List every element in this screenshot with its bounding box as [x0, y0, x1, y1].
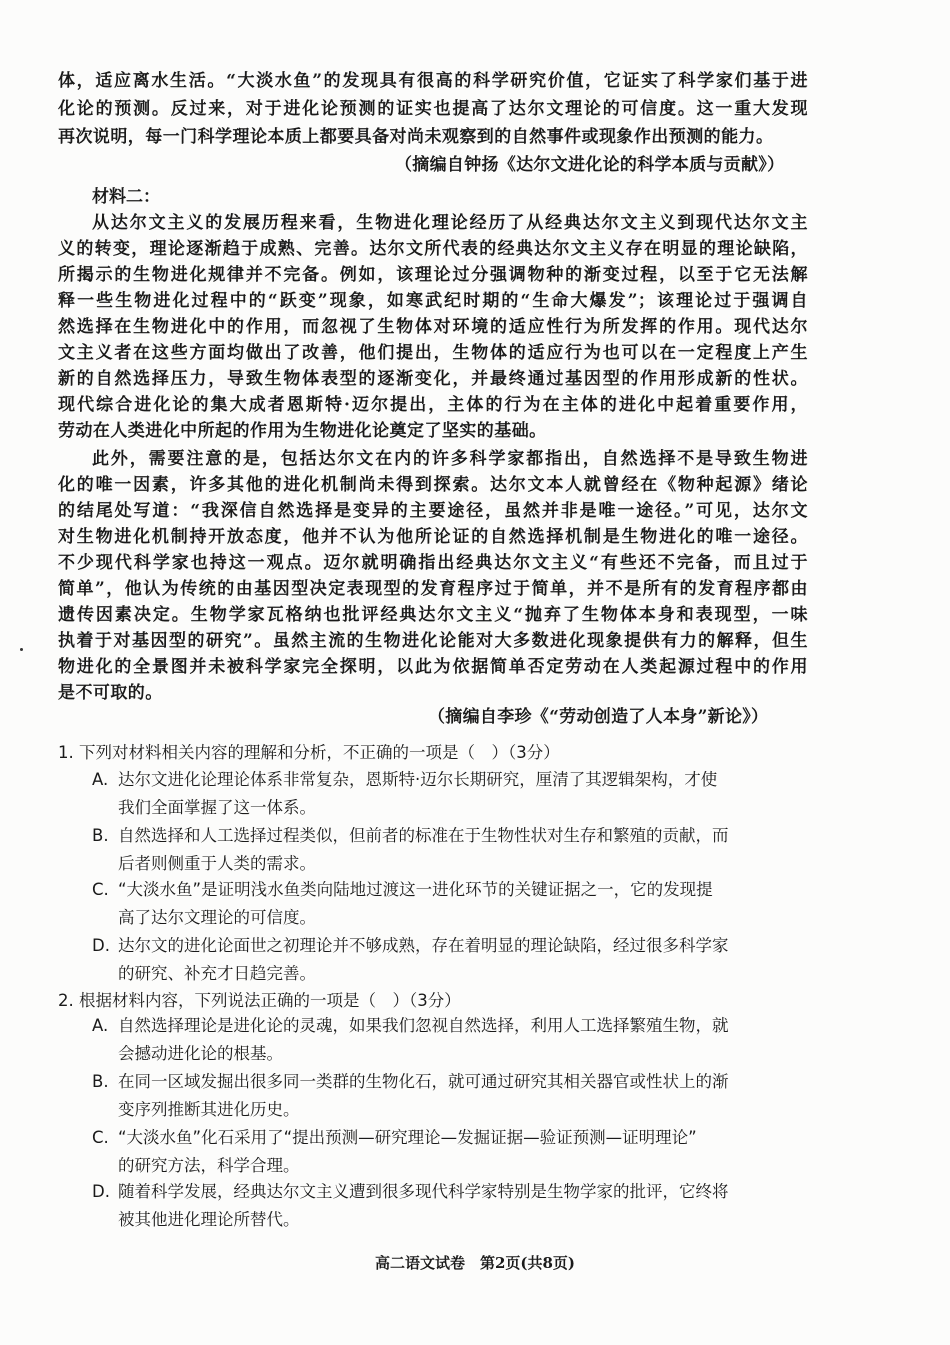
- question-stem: 1. 下列对材料相关内容的理解和分析，不正确的一项是（ ）（3分）: [58, 743, 560, 762]
- passage-line: 不少现代科学家也持这一观点。迈尔就明确指出经典达尔文主义“有些还不完备，而且过于: [58, 553, 808, 573]
- passage-line: 体，适应离水生活。“大淡水鱼”的发现具有很高的科学研究价值，它证实了科学家们基于进: [58, 71, 808, 91]
- option-b[interactable]: [92, 1068, 808, 1096]
- scan-speck: [20, 648, 23, 651]
- option-d[interactable]: [92, 1178, 808, 1206]
- option-letter: A.: [92, 770, 109, 789]
- option-letter: D.: [92, 1182, 110, 1201]
- passage-line: 从达尔文主义的发展历程来看，生物进化理论经历了从经典达尔文主义到现代达尔文主: [92, 213, 808, 233]
- passage-line: 化论的预测。反过来，对于进化论预测的证实也提高了达尔文理论的可信度。这一重大发现: [58, 99, 808, 119]
- option-text: “大淡水鱼”是证明浅水鱼类向陆地过渡这一进化环节的关键证据之一，它的发现提: [118, 880, 713, 899]
- option-text-cont: 我们全面掌握了这一体系。: [118, 798, 316, 817]
- option-letter: C.: [92, 880, 109, 899]
- option-a[interactable]: [92, 766, 808, 794]
- option-text-cont: 后者则侧重于人类的需求。: [118, 854, 316, 873]
- option-letter: B.: [92, 826, 109, 845]
- option-text: 在同一区域发掘出很多同一类群的生物化石，就可通过研究其相关器官或性状上的渐: [118, 1072, 729, 1091]
- option-d[interactable]: [92, 932, 808, 960]
- material-heading: 材料二：: [92, 187, 160, 207]
- passage-line: 简单”，他认为传统的由基因型决定表现型的发育程序过于简单，并不是所有的发育程序都由: [58, 579, 808, 599]
- source-citation: （摘编自李珍《“劳动创造了人本身”新论》）: [428, 707, 769, 727]
- option-text: “大淡水鱼”化石采用了“提出预测—研究理论—发掘证据—验证预测—证明理论”: [118, 1128, 697, 1147]
- passage-line: 劳动在人类进化中所起的作用为生物进化论奠定了坚实的基础。: [58, 421, 547, 441]
- option-c[interactable]: [92, 1124, 808, 1152]
- passage-line: 现代综合进化论的集大成者恩斯特·迈尔提出，主体的行为在主体的进化中起着重要作用，: [58, 395, 808, 415]
- option-letter: C.: [92, 1128, 109, 1147]
- passage-line: 对生物进化机制持开放态度，他并不认为他所论证的自然选择机制是生物进化的唯一途径。: [58, 527, 808, 547]
- option-text: 自然选择和人工选择过程类似，但前者的标准在于生物性状对生存和繁殖的贡献，而: [118, 826, 729, 845]
- passage-line: 然选择在生物进化中的作用，而忽视了生物体对环境的适应性行为所发挥的作用。现代达尔: [58, 317, 808, 337]
- passage-line: 再次说明，每一门科学理论本质上都要具备对尚未观察到的自然事件或现象作出预测的能力。: [58, 127, 774, 147]
- option-text: 达尔文进化论理论体系非常复杂，恩斯特·迈尔长期研究，厘清了其逻辑架构，才使: [118, 770, 718, 789]
- passage-line: 化的唯一因素，许多其他的进化机制尚未得到探索。达尔文本人就曾经在《物种起源》绪论: [58, 475, 808, 495]
- page-footer: 高二语文试卷 第2页(共8页): [374, 1254, 576, 1272]
- option-b[interactable]: [92, 822, 808, 850]
- option-text-cont: 的研究、补充才日趋完善。: [118, 964, 316, 983]
- passage-line: 义的转变，理论逐渐趋于成熟、完善。达尔文所代表的经典达尔文主义存在明显的理论缺陷，: [58, 239, 808, 259]
- option-letter: B.: [92, 1072, 109, 1091]
- option-text: 达尔文的进化论面世之初理论并不够成熟，存在着明显的理论缺陷，经过很多科学家: [118, 936, 729, 955]
- passage-line: 释一些生物进化过程中的“跃变”现象，如寒武纪时期的“生命大爆发”；该理论过于强调自: [58, 291, 808, 311]
- passage-line: 是不可取的。: [58, 683, 163, 703]
- passage-line: 文主义者在这些方面均做出了改善，他们提出，生物体的适应行为也可以在一定程度上产生: [58, 343, 808, 363]
- passage-line: 物进化的全景图并未被科学家完全探明，以此为依据简单否定劳动在人类起源过程中的作用: [58, 657, 808, 677]
- passage-line: 执着于对基因型的研究”。虽然主流的生物进化论能对大多数进化现象提供有力的解释，但生: [58, 631, 808, 651]
- passage-line: 新的自然选择压力，导致生物体表型的逐渐变化，并最终通过基因型的作用形成新的性状。: [58, 369, 808, 389]
- option-text-cont: 的研究方法，科学合理。: [118, 1156, 300, 1175]
- option-text-cont: 被其他进化理论所替代。: [118, 1210, 300, 1229]
- option-text: 随着科学发展，经典达尔文主义遭到很多现代科学家特别是生物学家的批评，它终将: [118, 1182, 729, 1201]
- option-c[interactable]: [92, 876, 808, 904]
- passage-line: 的结尾处写道：“我深信自然选择是变异的主要途径，虽然并非是唯一途径。”可见，达尔文: [58, 501, 808, 521]
- option-letter: A.: [92, 1016, 109, 1035]
- option-text-cont: 会撼动进化论的根基。: [118, 1044, 283, 1063]
- passage-line: 遗传因素决定。生物学家瓦格纳也批评经典达尔文主义“抛弃了生物体本身和表现型，一味: [58, 605, 808, 625]
- source-citation: （摘编自钟扬《达尔文进化论的科学本质与贡献》）: [395, 155, 785, 175]
- option-text: 自然选择理论是进化论的灵魂，如果我们忽视自然选择，利用人工选择繁殖生物，就: [118, 1016, 729, 1035]
- option-text-cont: 变序列推断其进化历史。: [118, 1100, 300, 1119]
- option-a[interactable]: [92, 1012, 808, 1040]
- passage-line: 此外，需要注意的是，包括达尔文在内的许多科学家都指出，自然选择不是导致生物进: [92, 449, 808, 469]
- option-text-cont: 高了达尔文理论的可信度。: [118, 908, 316, 927]
- question-stem: 2. 根据材料内容，下列说法正确的一项是（ ）（3分）: [58, 991, 461, 1010]
- passage-line: 所揭示的生物进化规律并不完备。例如，该理论过分强调物种的渐变过程，以至于它无法解: [58, 265, 808, 285]
- option-letter: D.: [92, 936, 110, 955]
